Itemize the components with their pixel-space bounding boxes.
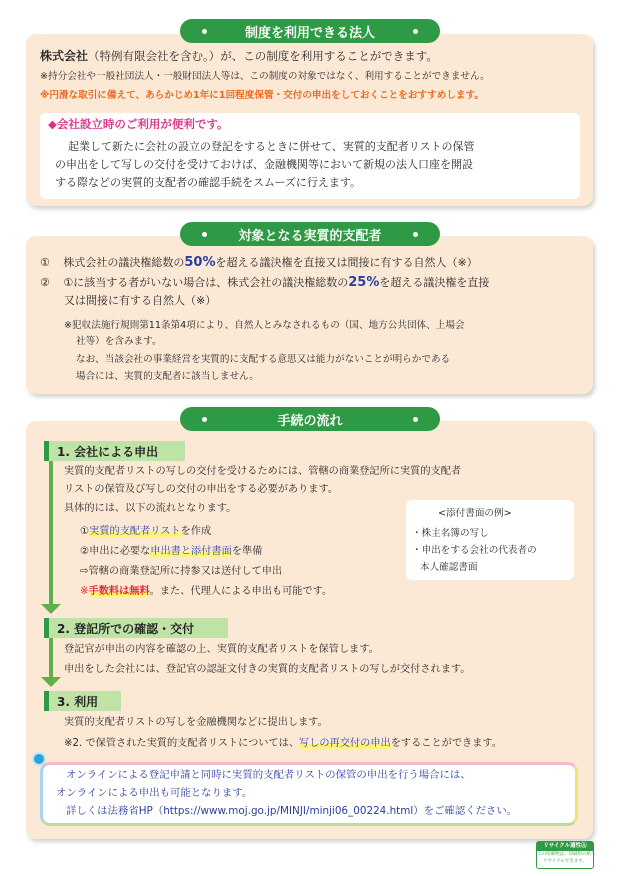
recycle-subtext: リサイクルできます。 (542, 859, 587, 864)
online-note-line: オンラインによる登記申請と同時に実質的支配者リストの保管の申出を行う場合には、 (66, 769, 471, 781)
natural-person-note: 場合には、実質的支配者に該当しません。 (76, 371, 259, 382)
flow-step-prepare-docs: ②申出に必要な申出書と添付書面を準備 (80, 546, 263, 557)
step-3-title: 3. 利用 (44, 691, 121, 711)
attachment-example-item: 本人確認書面 (420, 562, 478, 573)
fee-note: ※手数料は無料。また、代理人による申出も可能です。 (80, 586, 333, 597)
step-1-title: 1. 会社による申出 (44, 441, 185, 461)
owner-criterion-2: ② ①に該当する者がいない場合は、株式会社の議決権総数の25%を超える議決権を直接 (40, 275, 490, 290)
procedure-flow-header: 手続の流れ (180, 407, 440, 431)
recycle-mark (536, 841, 594, 869)
step-1-text: リストの保管及び写しの交付の申出をする必要があります。 (64, 484, 339, 495)
incorporation-tip-title: ◆会社設立時のご利用が便利です。 (48, 117, 229, 131)
bullet-dot-icon (413, 417, 418, 422)
incorporation-tip-line: の申出をして写しの交付を受けておけば、金融機関等において新規の法人口座を開設 (55, 158, 473, 171)
step-3-text: 実質的支配者リストの写しを金融機関などに提出します。 (64, 717, 328, 728)
bullet-dot-icon (413, 232, 418, 237)
attachment-example-item: ・株主名簿の写し (412, 528, 489, 539)
step-3-reissue-note: ※2. で保管された実質的支配者リストについては、写しの再交付の申出をすることができます。 (64, 738, 502, 749)
bullet-dot-icon (202, 232, 207, 237)
natural-person-note: なお、当該会社の事業経営を実質的に支配する意思又は能力がないことが明らかである (76, 354, 451, 365)
step-2-title: 2. 登記所での確認・交付 (44, 618, 228, 638)
online-note-line: オンラインによる申出も可能となります。 (56, 787, 253, 799)
step-1-text: 実質的支配者リストの写しの交付を受けるためには、管轄の商業登記所に実質的支配者 (64, 466, 462, 477)
bullet-dot-icon (202, 29, 207, 34)
flow-step-submit: ⇨管轄の商業登記所に持参又は送付して申出 (80, 566, 283, 577)
flow-arrow-line (49, 637, 53, 679)
flow-arrow-line (49, 459, 53, 606)
owner-criterion-2-cont: 又は間接に有する自然人（※） (64, 294, 217, 307)
flow-arrow-head-icon (41, 604, 61, 614)
natural-person-note: 社等）を含みます。 (76, 336, 162, 347)
recycle-subtext: この印刷物は、印刷用の紙へ (537, 852, 596, 857)
eligibility-statement: 株式会社（特例有限会社を含む。）が、この制度を利用することができます。 (40, 49, 438, 63)
owner-criterion-1: ① 株式会社の議決権総数の50%を超える議決権を直接又は間接に有する自然人（※） (40, 255, 478, 270)
flow-step-create-list: ①実質的支配者リストを作成 (80, 526, 212, 537)
exclusion-note: ※持分会社や一般社団法人・一般財団法人等は、この制度の対象ではなく、利用することができません。 (40, 71, 490, 82)
online-note-link-line: 詳しくは法務省HP（https://www.moj.go.jp/MINJI/minji06_00224.html）をご確認ください。 (66, 805, 518, 817)
attachment-examples-title: <添付書面の例> (438, 508, 512, 519)
recycle-label: リサイクル適性Ⓐ (537, 842, 593, 851)
step-2-text: 申出をした会社には、登記官の認証文付きの実質的支配者リストの写しが交付されます。 (64, 664, 471, 675)
bullet-dot-icon (413, 29, 418, 34)
step-1-text: 具体的には、以下の流れとなります。 (64, 503, 237, 514)
bullet-dot-icon (202, 417, 207, 422)
flow-arrow-head-icon (41, 677, 61, 687)
incorporation-tip-line: 起業して新たに会社の設立の登記をするときに併せて、実質的支配者リストの保管 (68, 140, 475, 153)
incorporation-tip-line: する際などの実質的支配者の確認手続をスムーズに行えます。 (55, 176, 362, 189)
attachment-example-item: ・申出をする会社の代表者の (412, 545, 537, 556)
pin-icon (34, 754, 44, 764)
step-2-text: 登記官が申出の内容を確認の上、実質的支配者リストを保管します。 (64, 644, 379, 655)
beneficial-owner-header: 対象となる実質的支配者 (180, 222, 440, 246)
eligible-corporations-header: 制度を利用できる法人 (180, 19, 440, 43)
natural-person-note: ※犯収法施行規則第11条第4項により、自然人とみなされるもの（国、地方公共団体、上場会 (64, 320, 465, 331)
recommendation-note: ※円滑な取引に備えて、あらかじめ1年に1回程度保管・交付の申出をしておくことをおすすめします。 (40, 90, 484, 101)
